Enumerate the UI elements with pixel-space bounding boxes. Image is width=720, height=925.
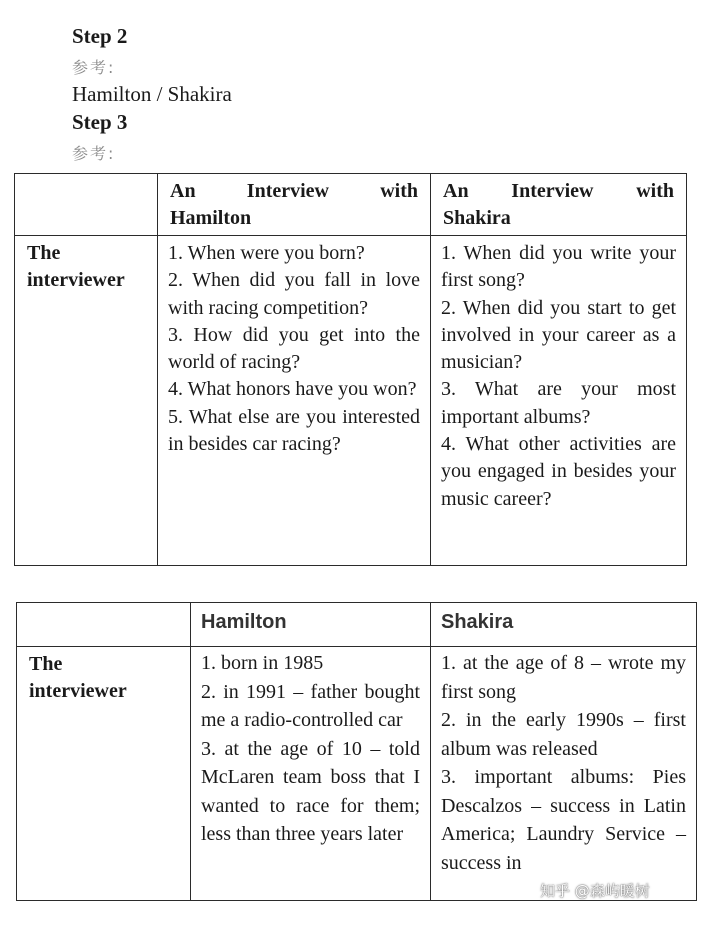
step-2-title: Step 2 <box>72 24 128 48</box>
interview-answers-table <box>16 602 697 901</box>
list-item: 2. in the early 1990s – first album was released <box>441 709 686 760</box>
list-item: 5. What else are you interested in besides car racing? <box>168 405 420 456</box>
hamilton-interview-header <box>158 174 431 236</box>
step-2-reference-label: 参考: <box>72 58 116 77</box>
table-header-row <box>17 603 697 647</box>
list-item: 1. When were you born? <box>168 242 365 264</box>
step-3-title: Step 3 <box>72 110 128 134</box>
hamilton-questions-cell <box>158 236 431 566</box>
list-item: 1. born in 1985 <box>201 652 324 674</box>
list-item: 4. What other activities are you engaged in besides your music career? <box>441 433 676 510</box>
list-item: 3. at the age of 10 – told McLaren team boss that I wanted to race for them; less than three years later <box>201 737 420 845</box>
list-item: 3. What are your most important albums? <box>441 378 676 428</box>
shakira-header <box>431 603 697 647</box>
list-item: 1. at the age of 8 – wrote my first song <box>441 652 686 703</box>
row-label-line: The <box>27 242 61 264</box>
step-2-answer: Hamilton / Shakira <box>72 82 232 106</box>
table-row <box>15 236 687 566</box>
shakira-interview-header <box>431 174 687 236</box>
list-item: 2. in 1991 – father bought me a radio-controlled car <box>201 680 420 731</box>
list-item: 1. When did you write your first song? <box>441 242 676 292</box>
empty-header-cell <box>15 174 158 236</box>
empty-header-cell <box>17 603 191 647</box>
table-header-row <box>15 174 687 236</box>
list-item: 2. When did you fall in love with racing competition? <box>168 269 420 319</box>
list-item: 4. What honors have you won? <box>168 378 417 401</box>
interview-questions-table <box>14 173 687 566</box>
header-line: An Interview with <box>443 180 674 202</box>
step-3-reference-label: 参考: <box>72 144 116 163</box>
hamilton-header-label: Hamilton <box>201 611 287 633</box>
hamilton-answers-cell <box>191 647 431 901</box>
shakira-questions-cell <box>431 236 687 566</box>
shakira-answers-cell <box>431 647 697 901</box>
table-row <box>17 647 697 901</box>
header-name: Hamilton <box>170 207 252 229</box>
row-label-cell <box>17 647 191 901</box>
list-item: 3. How did you get into the world of racing? <box>168 323 420 374</box>
row-label-line: interviewer <box>29 680 127 702</box>
shakira-header-label: Shakira <box>441 611 514 633</box>
row-label-line: interviewer <box>27 269 125 291</box>
header-line: An Interview with <box>170 180 418 202</box>
row-label-cell <box>15 236 158 566</box>
list-item: 3. important albums: Pies Descalzos – success in Latin America; Laundry Service – success in <box>441 766 686 874</box>
hamilton-header <box>191 603 431 647</box>
row-label-line: The <box>29 653 63 675</box>
watermark: 知乎 @森屿暖树 <box>540 882 650 900</box>
list-item: 2. When did you start to get involved in your career as a musician? <box>441 296 676 374</box>
header-name: Shakira <box>443 207 511 229</box>
